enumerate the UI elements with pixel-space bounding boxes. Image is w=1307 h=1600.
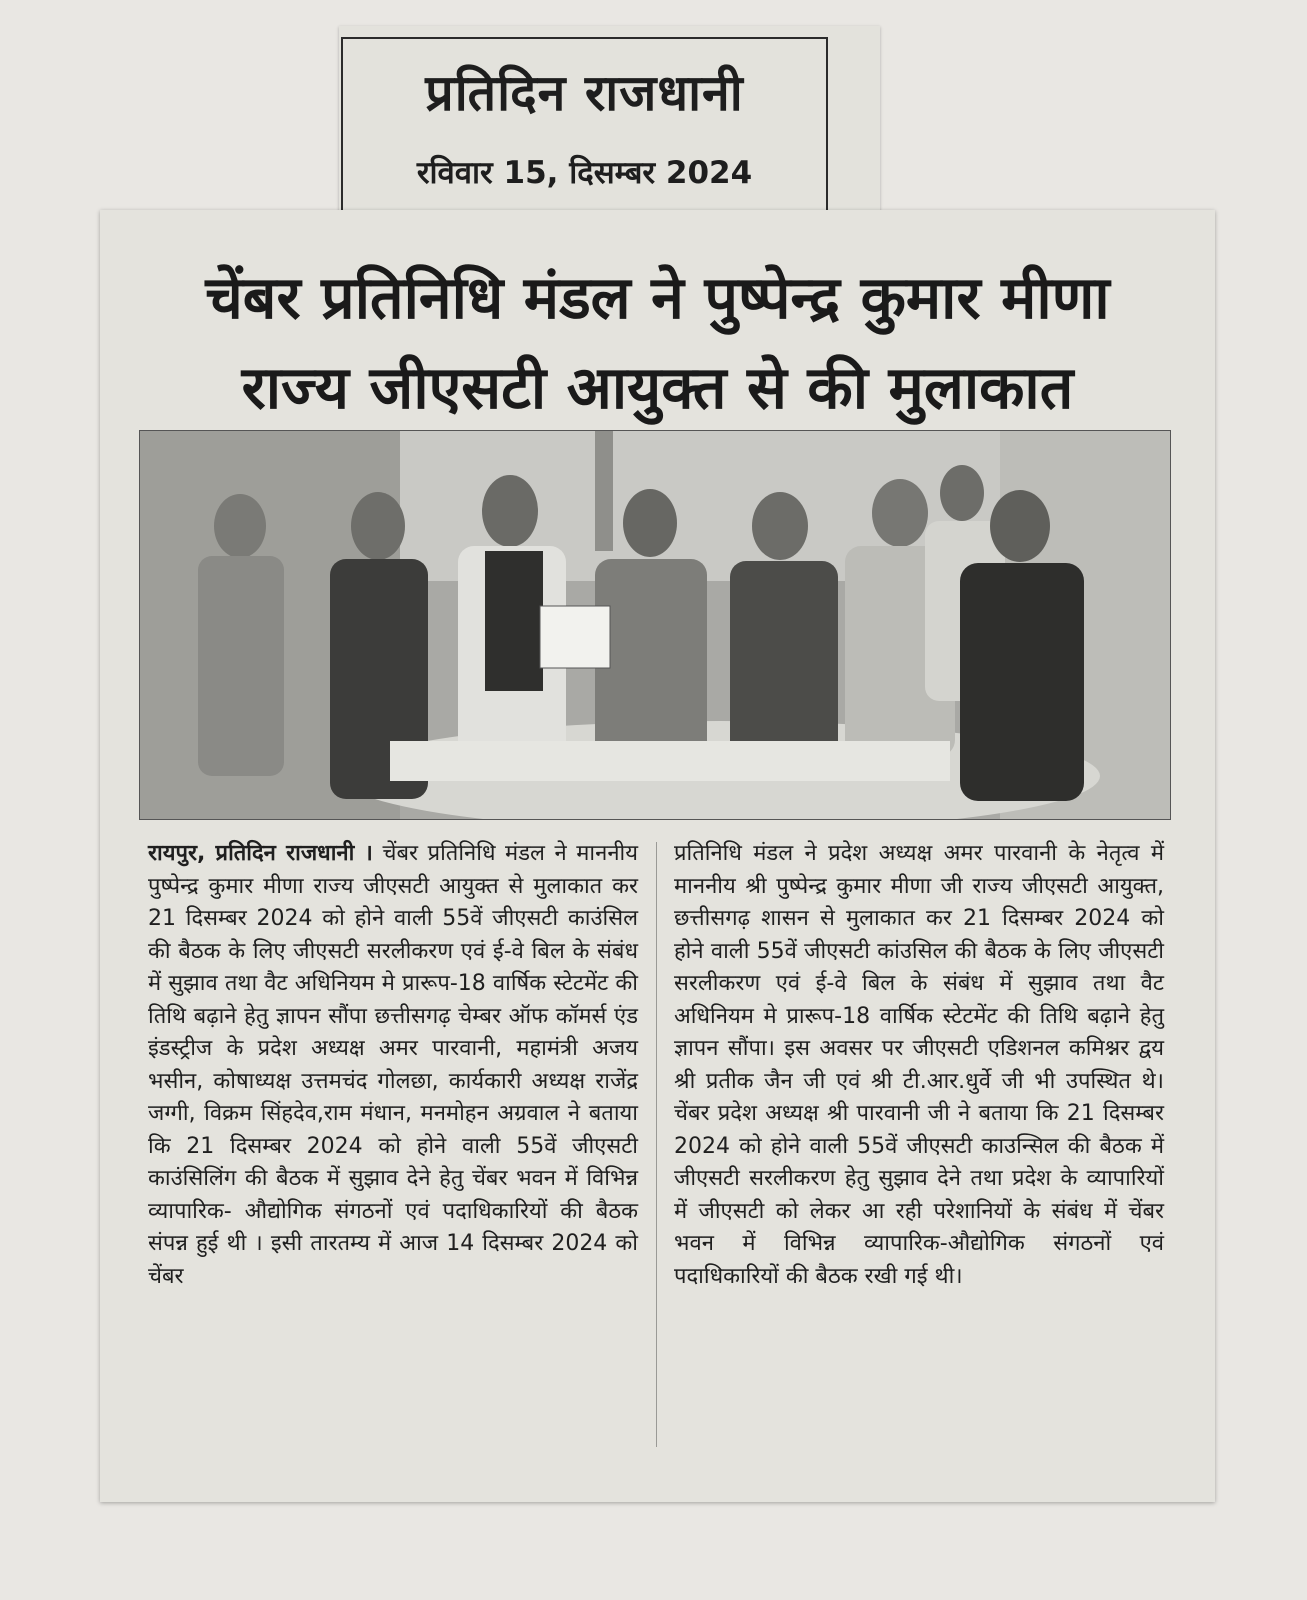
article-body-right: प्रतिनिधि मंडल ने प्रदेश अध्यक्ष अमर पारवानी के नेतृत्व में माननीय श्री पुष्पेन्द्र कुमार मीणा जी राज्य जीएसटी आयुक्त, छत्तीसगढ़ शासन से मुलाकात कर 21 दिसम्बर 2024 को होने वाली 55वें जीएसटी कांउसिल की बैठक के लिए जीएसटी सरलीकरण एवं ई-वे बिल के संबंध में सुझाव तथा वैट अधिनियम मे प्रारूप-18 वार्षिक स्टेटमेंट की तिथि बढ़ाने हेतु ज्ञापन सौंपा। इस अवसर पर जीएसटी एडिशनल कमिश्नर द्वय श्री प्रतीक जैन जी एवं श्री टी.आर.धुर्वे जी भी उपस्थित थे। चेंबर प्रदेश अध्यक्ष श्री पारवानी जी ने बताया कि 21 दिसम्बर 2024 को होने वाली 55वें जीएसटी काउन्सिल की बैठक में जीएसटी सरलीकरण हेतु सुझाव देने तथा प्रदेश के व्यापारियों में जीएसटी को लेकर आ रही परेशानियों के संबंध में चेंबर भवन में विभिन्न व्यापारिक-औद्योगिक संगठनों एवं पदाधिकारियों की बैठक रखी गई थी। xyxy=(674,841,1164,1289)
newspaper-name: प्रतिदिन राजधानी xyxy=(425,64,744,122)
article-photo xyxy=(139,430,1171,820)
masthead-clipping xyxy=(339,26,880,226)
column-divider xyxy=(656,842,657,1447)
masthead-box xyxy=(341,37,828,217)
article-column-left xyxy=(148,838,638,1293)
headline-line-2: राज्य जीएसटी आयुक्त से की मुलाकात xyxy=(241,353,1074,422)
publication-date: रविवार 15, दिसम्बर 2024 xyxy=(416,155,753,191)
article-column-right xyxy=(674,838,1164,1293)
article-dateline: रायपुर, प्रतिदिन राजधानी । xyxy=(148,841,373,866)
article-clipping xyxy=(100,210,1215,1502)
headline-line-1: चेंबर प्रतिनिधि मंडल ने पुष्पेन्द्र कुमार मीणा xyxy=(205,263,1110,332)
article-body-left: चेंबर प्रतिनिधि मंडल ने माननीय पुष्पेन्द्र कुमार मीणा राज्य जीएसटी आयुक्त से मुलाकात कर 21 दिसम्बर 2024 को होने वाली 55वें जीएसटी काउंसिल की बैठक के लिए जीएसटी सरलीकरण एवं ई-वे बिल के संबंध में सुझाव तथा वैट अधिनियम मे प्रारूप-18 वार्षिक स्टेटमेंट की तिथि बढ़ाने हेतु ज्ञापन सौंपा छत्तीसगढ़ चेम्बर ऑफ कॉमर्स एंड इंडस्ट्रीज के प्रदेश अध्यक्ष अमर पारवानी, महामंत्री अजय भसीन, कोषाध्यक्ष उत्तमचंद गोलछा, कार्यकारी अध्यक्ष राजेंद्र जग्गी, विक्रम सिंहदेव,राम मंधान, मनमोहन अग्रवाल ने बताया कि 21 दिसम्बर 2024 को होने वाली 55वें जीएसटी काउंसिलिंग की बैठक में सुझाव देने हेतु चेंबर भवन में विभिन्न व्यापारिक- औद्योगिक संगठनों एवं पदाधिकारियों की बैठक संपन्न हुई थी । इसी तारतम्य में आज 14 दिसम्बर 2024 को चेंबर xyxy=(148,841,638,1289)
